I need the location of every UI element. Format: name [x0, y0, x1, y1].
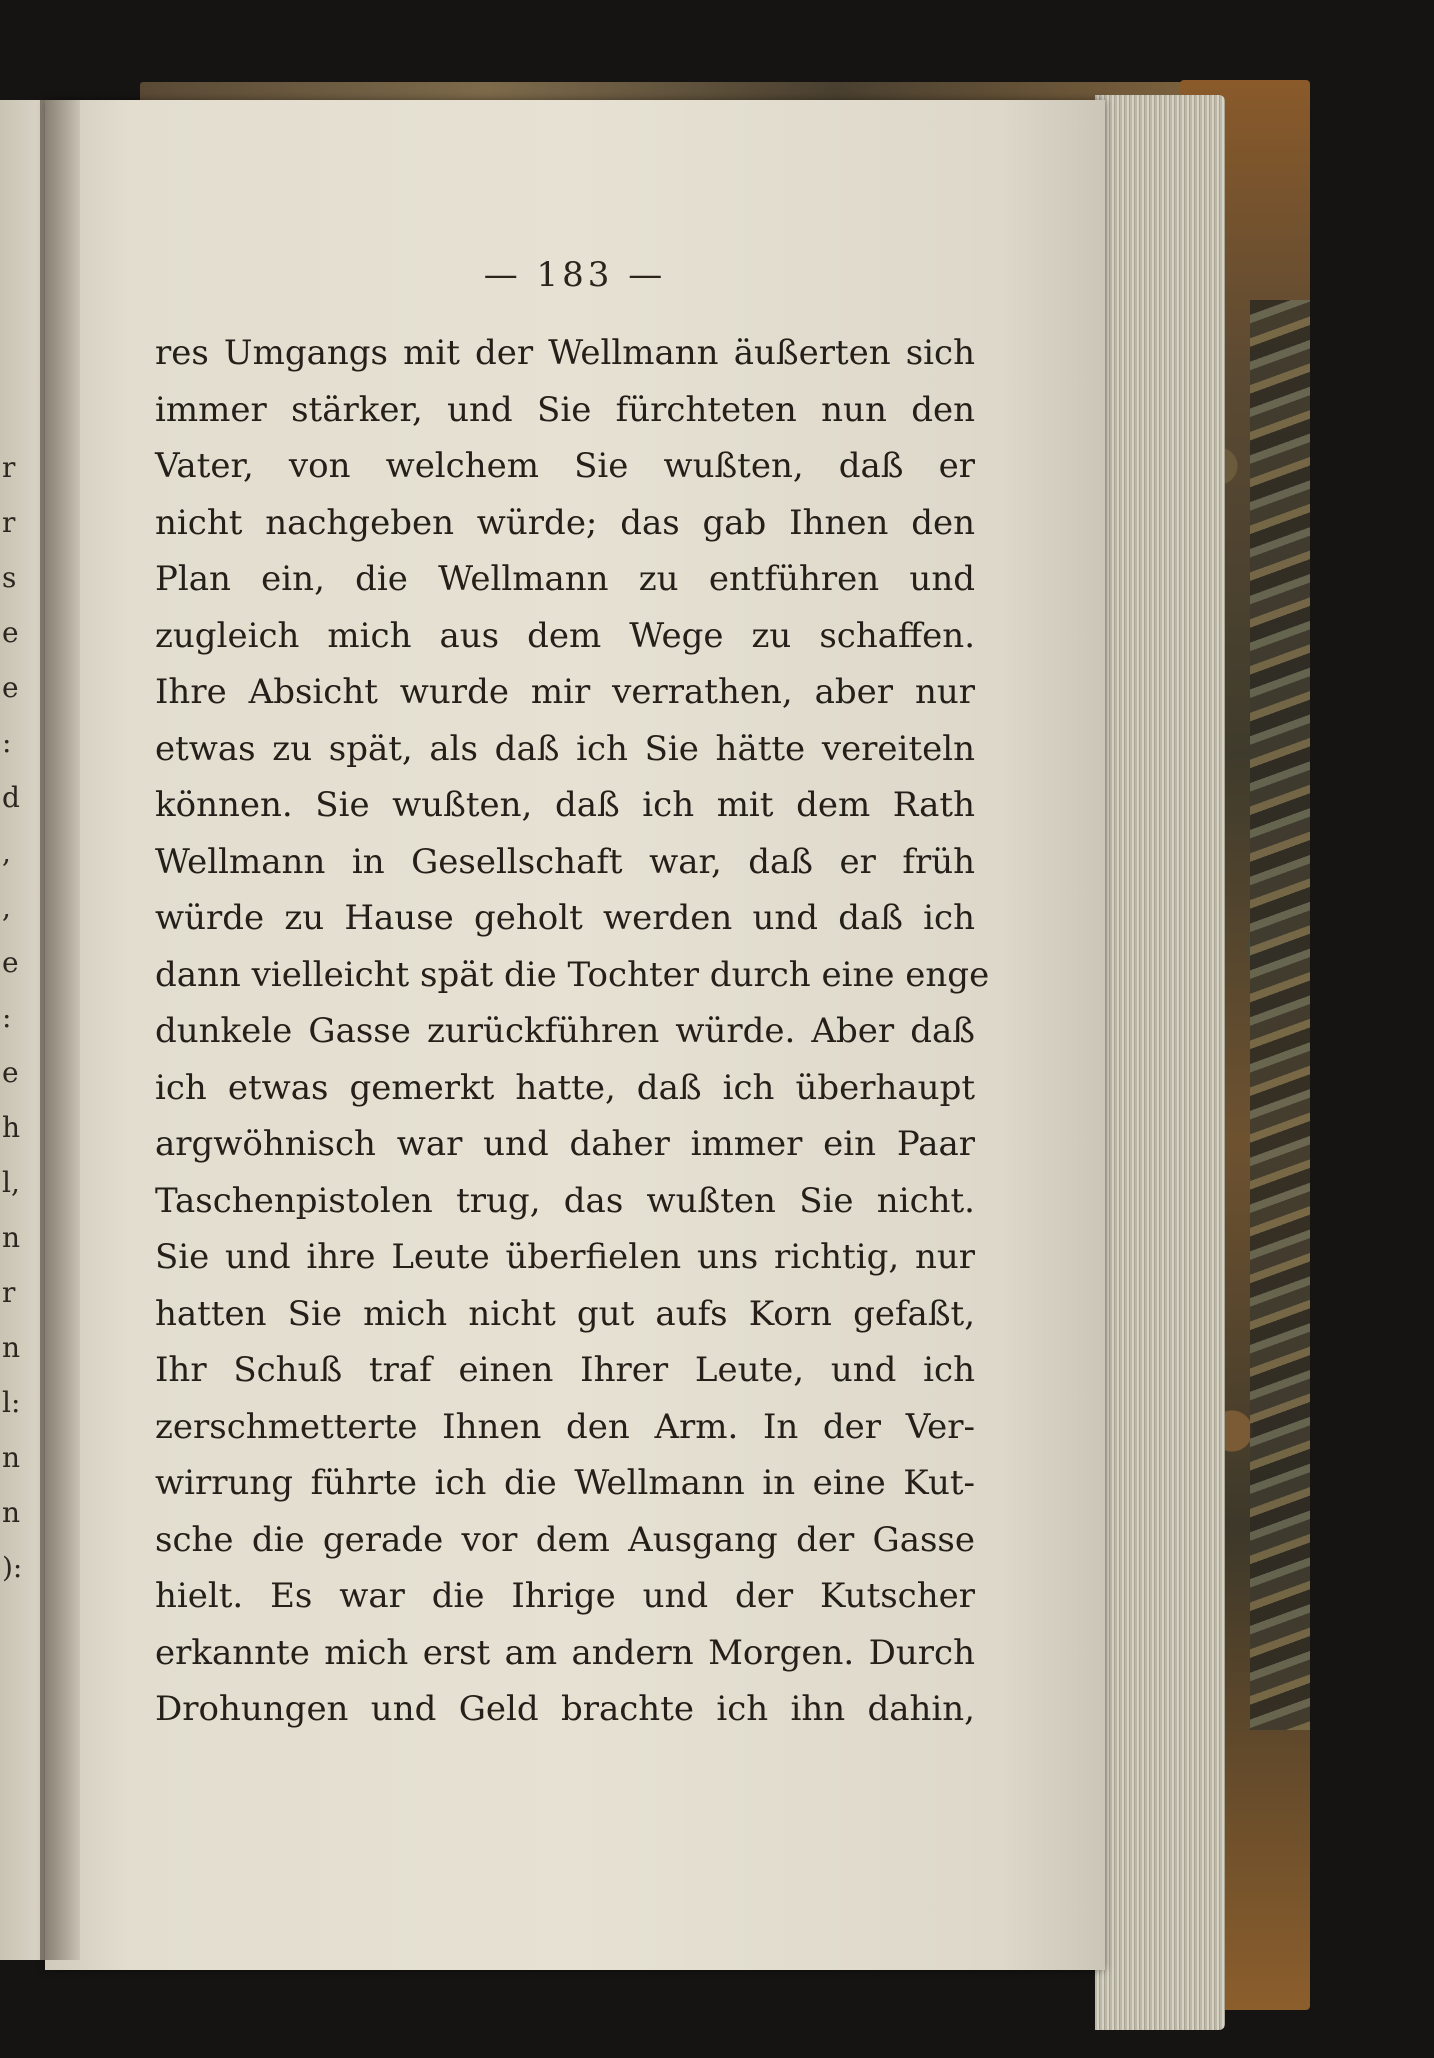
verso-margin-letter: n	[2, 1331, 21, 1364]
text-line: Plan ein, die Wellmann zu entführen und	[155, 559, 975, 599]
verso-margin-letter: d	[2, 781, 20, 814]
verso-margin-letter: r	[2, 506, 16, 539]
text-line: res Umgangs mit der Wellmann äußerten sich	[155, 333, 975, 373]
verso-margin-letter: n	[2, 1496, 21, 1529]
text-line: Ihre Absicht wurde mir verrathen, aber nur	[155, 672, 975, 712]
text-line: Drohungen und Geld brachte ich ihn dahin,	[155, 1689, 975, 1729]
text-line: dann vielleicht spät die Tochter durch eine enge	[155, 954, 990, 995]
text-line: nicht nachgeben würde; das gab Ihnen den	[155, 502, 975, 543]
text-line: zerschmetterte Ihnen den Arm. In der Ver-	[155, 1406, 975, 1447]
text-line: argwöhnisch war und daher immer ein Paar	[155, 1124, 975, 1164]
text-line: Wellmann in Gesellschaft war, daß er früh	[155, 841, 975, 882]
verso-margin-letters	[0, 440, 32, 1595]
text-line: etwas zu spät, als daß ich Sie hätte vereiteln	[155, 728, 975, 769]
text-line: immer stärker, und Sie fürchteten nun den	[155, 389, 975, 430]
recto-page	[45, 100, 1105, 1970]
text-line: wirrung führte ich die Wellmann in eine Kut-	[155, 1463, 975, 1503]
verso-margin-letter: e	[2, 671, 19, 704]
text-line: würde zu Hause geholt werden und daß ich	[155, 898, 975, 938]
page-number: — 183 —	[483, 255, 667, 295]
text-line: erkannte mich erst am andern Morgen. Durch	[155, 1632, 975, 1673]
verso-margin-letter: e	[2, 1056, 19, 1089]
verso-margin-letter: r	[2, 451, 16, 484]
text-line: Sie und ihre Leute überfielen uns richtig, nur	[155, 1237, 975, 1277]
verso-margin-letter: e	[2, 616, 19, 649]
text-line: Vater, von welchem Sie wußten, daß er	[155, 446, 975, 486]
page-text-block	[155, 325, 990, 1738]
verso-margin-letter: s	[2, 561, 17, 594]
text-line: Taschenpistolen trug, das wußten Sie nicht.	[155, 1180, 975, 1221]
verso-margin-letter: l:	[2, 1386, 21, 1419]
verso-margin-letter: ,	[2, 891, 11, 924]
text-line: können. Sie wußten, daß ich mit dem Rath	[155, 785, 975, 825]
verso-margin-letter: e	[2, 946, 19, 979]
text-line: dunkele Gasse zurückführen würde. Aber daß	[155, 1011, 975, 1051]
text-line: ich etwas gemerkt hatte, daß ich überhaupt	[155, 1067, 975, 1108]
verso-margin-letter: ,	[2, 836, 11, 869]
verso-margin-letter: r	[2, 1276, 16, 1309]
verso-margin-letter: ):	[2, 1551, 23, 1584]
text-line: sche die gerade vor dem Ausgang der Gasse	[155, 1519, 975, 1560]
verso-margin-letter: :	[2, 726, 12, 759]
text-line: hielt. Es war die Ihrige und der Kutscher	[155, 1576, 975, 1616]
verso-margin-letter: n	[2, 1441, 21, 1474]
text-line: zugleich mich aus dem Wege zu schaffen.	[155, 615, 975, 656]
verso-margin-letter: h	[2, 1111, 21, 1144]
verso-margin-letter: :	[2, 1001, 12, 1034]
text-line: hatten Sie mich nicht gut aufs Korn gefaßt,	[155, 1293, 975, 1334]
marbled-cover-pattern	[1250, 300, 1310, 1730]
verso-margin-letter: l,	[2, 1166, 20, 1199]
page-block-edges	[1095, 95, 1225, 2030]
verso-margin-letter: n	[2, 1221, 21, 1254]
text-line: Ihr Schuß traf einen Ihrer Leute, und ich	[155, 1350, 975, 1390]
book-gutter-shadow	[40, 100, 80, 1960]
